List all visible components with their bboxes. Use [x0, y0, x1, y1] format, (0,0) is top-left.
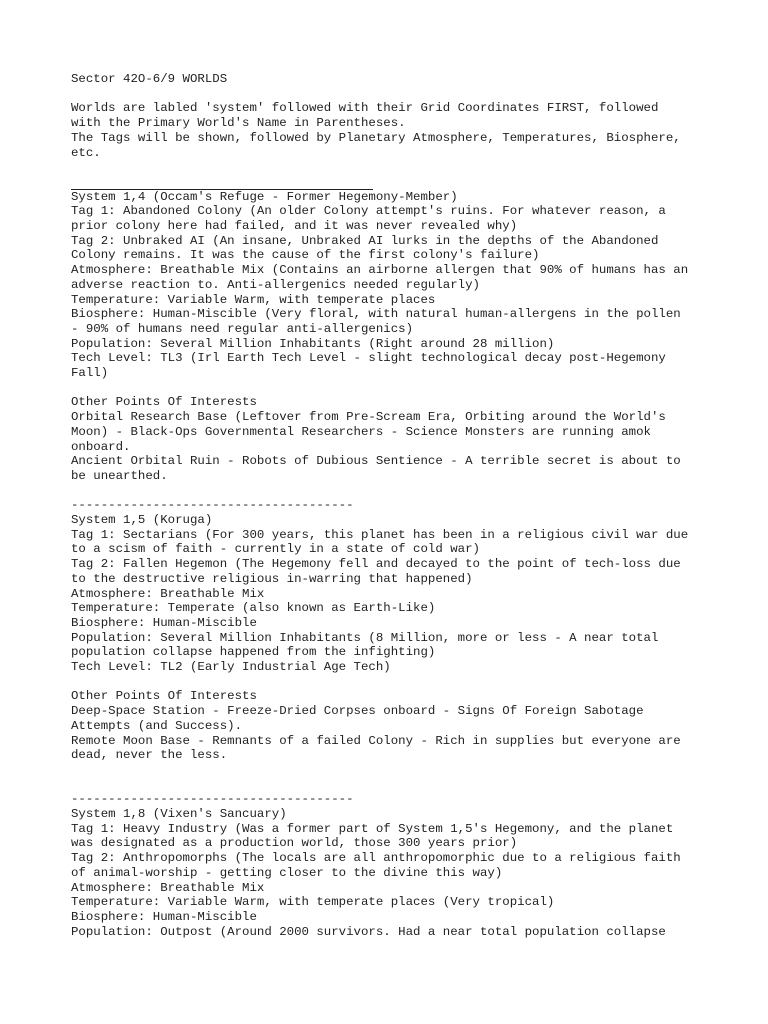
poi-line: be unearthed. — [71, 468, 168, 483]
system-line: Population: Several Million Inhabitants (8 Million, more or less - A near total — [71, 630, 659, 645]
blank-line — [71, 87, 711, 102]
system-line: Tag 1: Heavy Industry (Was a former part of System 1,5's Hegemony, and the planet — [71, 821, 674, 836]
poi-line: onboard. — [71, 439, 131, 454]
intro-line: with the Primary World's Name in Parentheses. — [71, 116, 406, 131]
poi-line: Deep-Space Station - Freeze-Dried Corpses onboard - Signs Of Foreign Sabotage — [71, 704, 644, 719]
document-page — [71, 72, 711, 939]
poi-heading: Other Points Of Interests — [71, 395, 257, 410]
system-line: Biosphere: Human-Miscible (Very floral, with natural human-allergens in the pollen — [71, 307, 681, 322]
system-line: Temperature: Temperate (also known as Earth-Like) — [71, 601, 436, 616]
system-line: Tag 2: Fallen Hegemon (The Hegemony fell and decayed to the point of tech-loss due — [71, 557, 681, 572]
poi-heading: Other Points Of Interests — [71, 689, 257, 704]
system-section — [71, 807, 711, 939]
system-line: adverse reaction to. Anti-allergenics needed regularly) — [71, 277, 480, 292]
system-line: Tech Level: TL2 (Early Industrial Age Tech) — [71, 660, 391, 675]
system-line: Tag 2: Anthropomorphs (The locals are all anthropomorphic due to a religious faith — [71, 851, 681, 866]
system-line: was designated as a production world, those 300 years prior) — [71, 836, 518, 851]
system-line: population collapse happened from the infighting) — [71, 645, 436, 660]
system-line: Temperature: Variable Warm, with temperate places (Very tropical) — [71, 895, 555, 910]
poi-line: Moon) - Black-Ops Governmental Researchers - Science Monsters are running amok — [71, 424, 651, 439]
blank-line — [71, 675, 711, 690]
system-section — [71, 513, 711, 763]
system-line: Tag 1: Sectarians (For 300 years, this planet has been in a religious civil war due — [71, 527, 689, 542]
blank-line — [71, 778, 711, 793]
system-line: Tag 2: Unbraked AI (An insane, Unbraked AI lurks in the depths of the Abandoned — [71, 233, 659, 248]
blank-line — [71, 160, 711, 175]
poi-line: dead, never the less. — [71, 748, 228, 763]
blank-line — [71, 381, 711, 396]
separator-line: -------------------------------------- — [71, 498, 354, 513]
system-line: Tech Level: TL3 (Irl Earth Tech Level - slight technological decay post-Hegemony — [71, 351, 666, 366]
system-line: Atmosphere: Breathable Mix (Contains an airborne allergen that 90% of humans has an — [71, 263, 689, 278]
intro-line: The Tags will be shown, followed by Planetary Atmosphere, Temperatures, Biosphere, — [71, 130, 681, 145]
system-header: System 1,8 (Vixen's Sancuary) — [71, 807, 287, 822]
system-line: Temperature: Variable Warm, with temperate places — [71, 292, 436, 307]
system-header: System 1,4 (Occam's Refuge - Former Hegemony-Member) — [71, 189, 458, 204]
system-line: Fall) — [71, 366, 109, 381]
system-line: prior colony here had failed, and it was never revealed why) — [71, 218, 518, 233]
intro-line: Worlds are labled 'system' followed with their Grid Coordinates FIRST, followed — [71, 101, 659, 116]
document-title: Sector 42O-6/9 WORLDS — [71, 72, 228, 86]
intro-text — [71, 101, 711, 160]
system-line: of animal-worship - getting closer to the divine this way) — [71, 865, 503, 880]
system-line: Tag 1: Abandoned Colony (An older Colony attempt's ruins. For whatever reason, a — [71, 204, 666, 219]
system-line: Biosphere: Human-Miscible — [71, 909, 257, 924]
system-line: Colony remains. It was the cause of the first colony's failure) — [71, 248, 540, 263]
system-line: Atmosphere: Breathable Mix — [71, 880, 265, 895]
system-line: - 90% of humans need regular anti-allergenics) — [71, 321, 414, 336]
system-header: System 1,5 (Koruga) — [71, 513, 213, 528]
system-line: Biosphere: Human-Miscible — [71, 615, 257, 630]
blank-line — [71, 763, 711, 778]
poi-line: Attempts (and Success). — [71, 718, 243, 733]
poi-line: Orbital Research Base (Leftover from Pre-Scream Era, Orbiting around the World's — [71, 410, 666, 425]
system-line: Atmosphere: Breathable Mix — [71, 586, 265, 601]
system-section — [71, 190, 711, 484]
separator-line: -------------------------------------- — [71, 792, 354, 807]
system-line: to the destructive religious in-warring that happened) — [71, 571, 473, 586]
system-line: Population: Outpost (Around 2000 survivors. Had a near total population collapse — [71, 924, 666, 939]
system-line: Population: Several Million Inhabitants (Right around 28 million) — [71, 336, 555, 351]
intro-line: etc. — [71, 145, 101, 160]
underline-rule — [71, 175, 373, 190]
poi-line: Ancient Orbital Ruin - Robots of Dubious Sentience - A terrible secret is about to — [71, 454, 681, 469]
system-line: to a scism of faith - currently in a state of cold war) — [71, 542, 480, 557]
poi-line: Remote Moon Base - Remnants of a failed Colony - Rich in supplies but everyone are — [71, 733, 681, 748]
blank-line — [71, 484, 711, 499]
